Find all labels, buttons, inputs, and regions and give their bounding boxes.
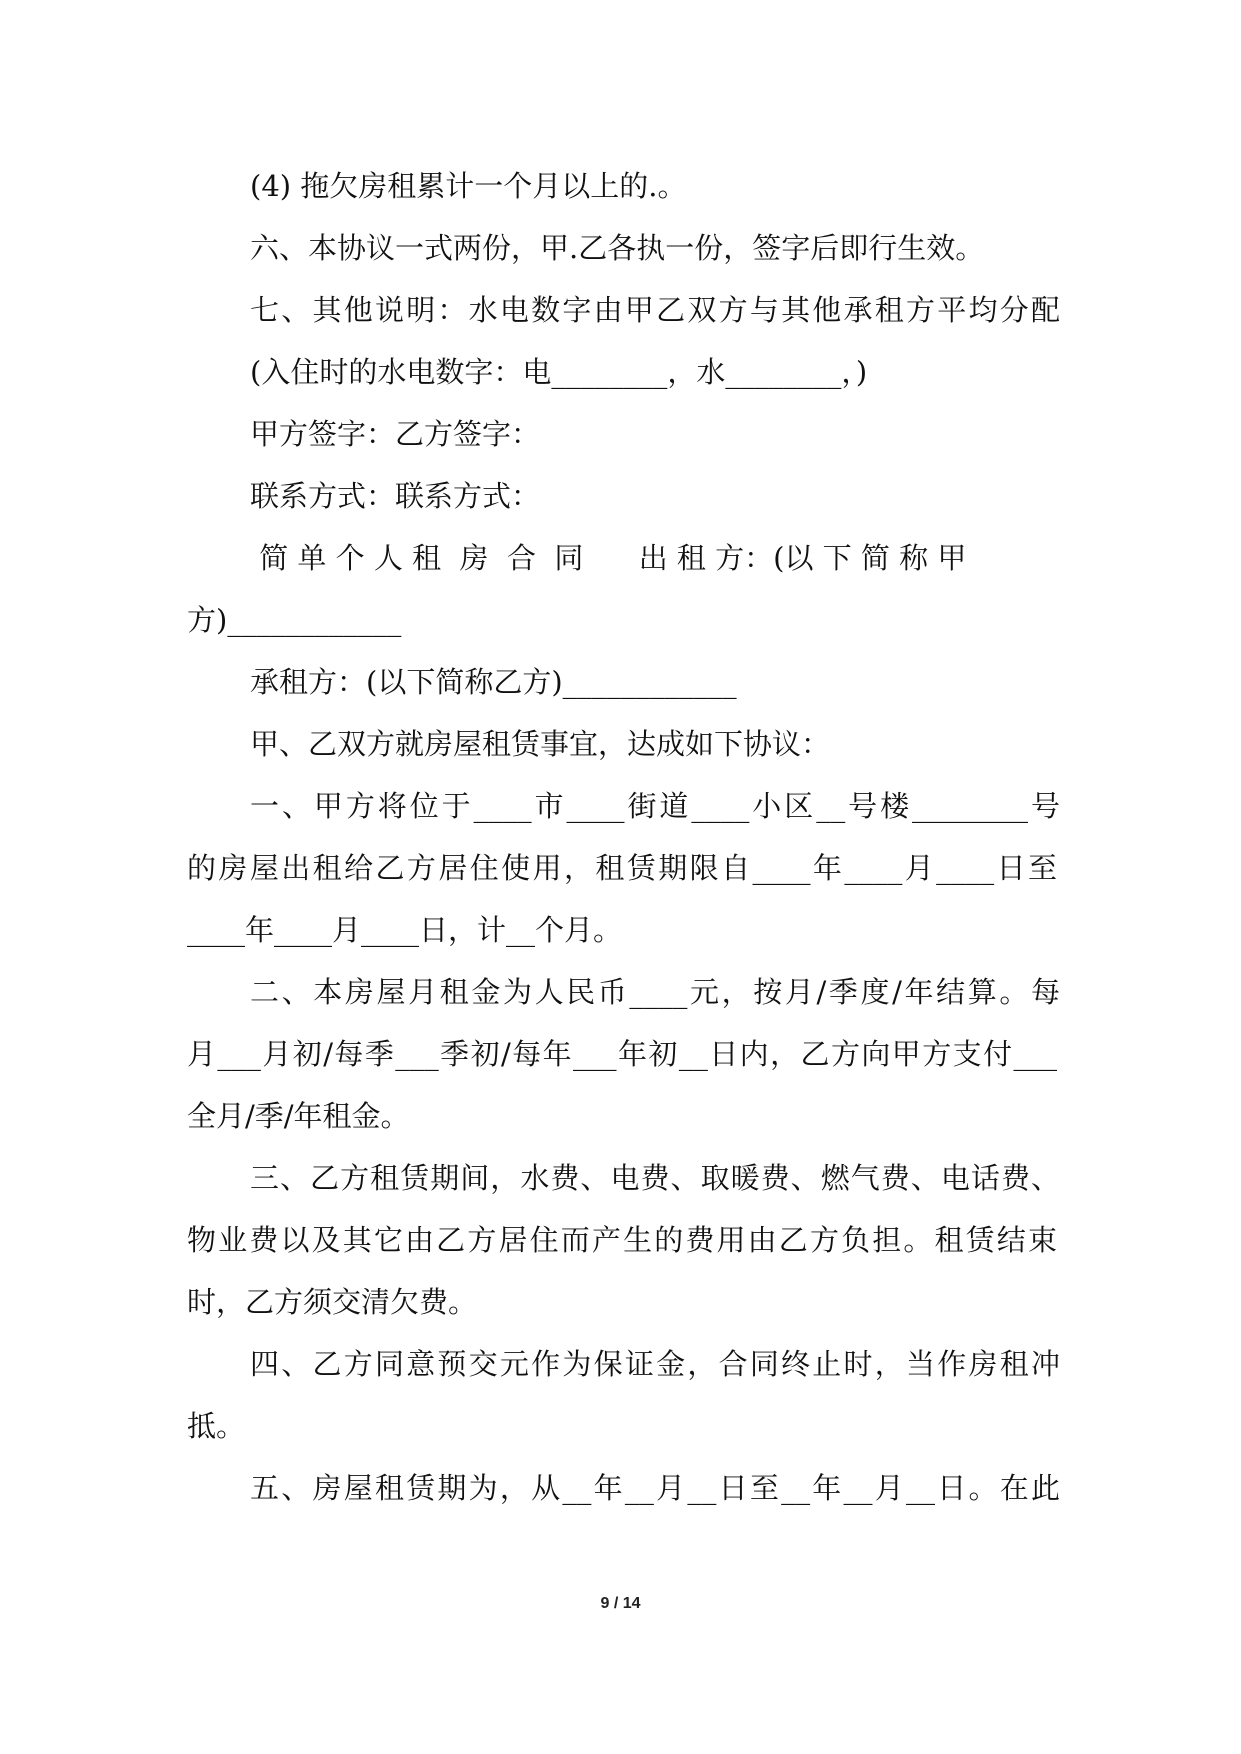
clause-4-line: (4) 拖欠房租累计一个月以上的.。 [250,169,687,203]
clause-seven-line: 七、其他说明：水电数字由甲乙双方与其他承租方平均分配 [250,293,1060,327]
signature-line: 甲方签字：乙方签字： [250,417,541,451]
contact-line: 联系方式：联系方式： [250,479,541,513]
lessor-blank-line: 方)____________ [187,603,402,637]
page-number: 9 / 14 [600,1595,641,1612]
clause-one-line-3: ____年____月____日，计__个月。 [187,913,623,947]
clause-one-line-2: 的房屋出租给乙方居住使用，租赁期限自____年____月____日至 [187,851,1057,885]
clause-three-line-1: 三、乙方租赁期间，水费、电费、取暖费、燃气费、电话费、 [250,1161,1060,1195]
clause-five-line-1: 五、房屋租赁期为，从__年__月__日至__年__月__日。在此 [250,1471,1060,1505]
clause-three-line-2: 物业费以及其它由乙方居住而产生的费用由乙方负担。租赁结束 [187,1223,1057,1257]
clause-four-line-2: 抵。 [187,1409,246,1443]
clause-two-line-3: 全月/季/年租金。 [187,1099,410,1133]
clause-two-line-2: 月___月初/每季___季初/每年___年初__日内，乙方向甲方支付___ [187,1037,1057,1071]
clause-six-line: 六、本协议一式两份，甲.乙各执一份，签字后即行生效。 [250,231,985,265]
clause-three-line-3: 时，乙方须交清欠费。 [187,1285,478,1319]
clause-one-line-1: 一、甲方将位于____市____街道____小区__号楼________号 [250,789,1060,823]
agreement-intro-line: 甲、乙双方就房屋租赁事宜，达成如下协议： [250,727,831,761]
contract-title-line: 简 单 个 人 租 房 合 同 出 租 方：(以 下 简 称 甲 [250,541,967,575]
clause-four-line-1: 四、乙方同意预交元作为保证金，合同终止时，当作房租冲 [250,1347,1060,1381]
clause-two-line-1: 二、本房屋月租金为人民币____元，按月/季度/年结算。每 [250,975,1060,1009]
lessee-line: 承租方：(以下简称乙方)____________ [250,665,737,699]
utility-readings-line: (入住时的水电数字：电________，水________，) [250,355,868,389]
